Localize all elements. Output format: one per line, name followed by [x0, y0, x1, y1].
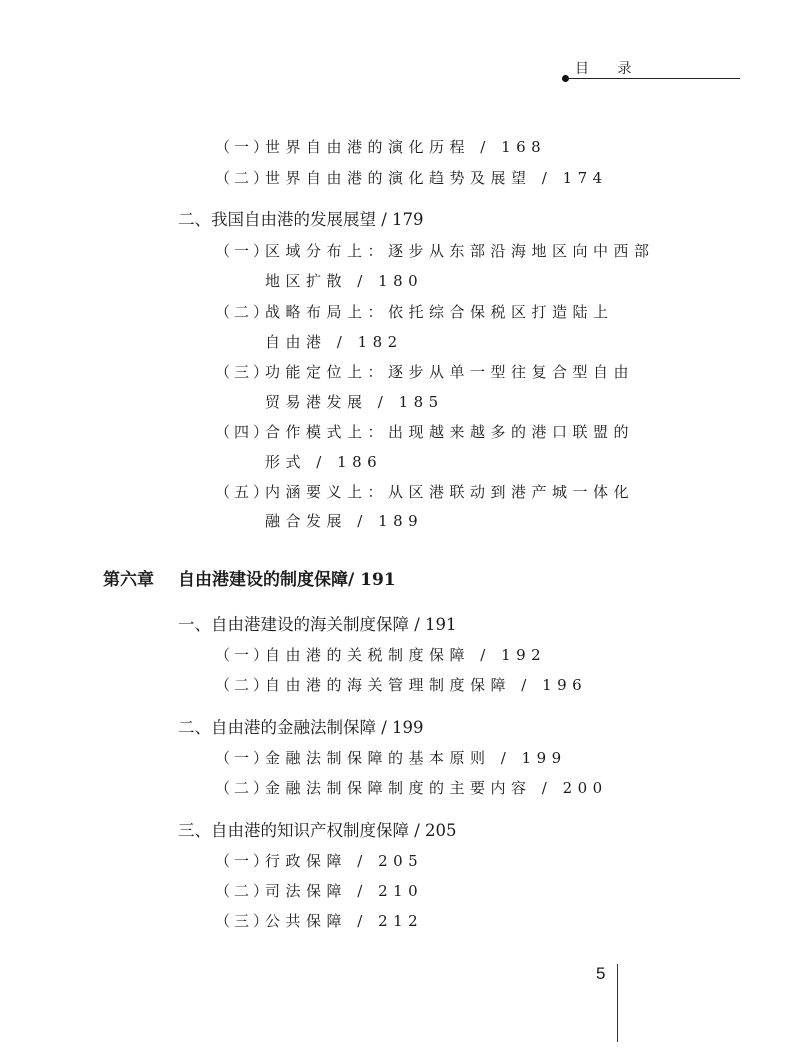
entry-title: 金融法制保障的基本原则 / 199 — [265, 749, 567, 767]
entry-number: （一） — [215, 242, 273, 260]
toc-entry-sec: 三、自由港的知识产权制度保障 / 205 — [178, 821, 457, 840]
toc-entry-cont: 融合发展 / 189 — [265, 512, 424, 530]
running-header-title: 目 录 — [575, 61, 644, 77]
toc-entry-cont: 贸易港发展 / 185 — [265, 393, 444, 411]
page-number: 5 — [596, 964, 606, 983]
entry-title: 自由港的海关管理制度保障 / 196 — [265, 676, 588, 694]
toc-entry-cont: 自由港 / 182 — [265, 333, 403, 351]
entry-number: （一） — [215, 749, 273, 767]
header-rule — [566, 78, 740, 79]
page-number-rule — [617, 964, 618, 1042]
chapter-label: 第六章 — [103, 570, 154, 590]
toc-entry-sec: 一、自由港建设的海关制度保障 / 191 — [178, 615, 457, 634]
entry-title: 世界自由港的演化历程 / 168 — [265, 138, 547, 156]
entry-title: 合作模式上：出现越来越多的港口联盟的 — [265, 423, 635, 441]
toc-entry-cont: 地区扩散 / 180 — [265, 272, 424, 290]
entry-number: （五） — [215, 483, 273, 501]
entry-title: 行政保障 / 205 — [265, 852, 424, 870]
toc-entry-sec: 二、我国自由港的发展展望 / 179 — [178, 210, 424, 229]
entry-number: （二） — [215, 779, 273, 797]
entry-title: 功能定位上：逐步从单一型往复合型自由 — [265, 363, 635, 381]
toc-entry-sec: 二、自由港的金融法制保障 / 199 — [178, 718, 424, 737]
entry-title: 司法保障 / 210 — [265, 882, 424, 900]
toc-entry-cont: 形式 / 186 — [265, 453, 383, 471]
entry-number: （三） — [215, 912, 273, 930]
entry-number: （二） — [215, 303, 273, 321]
entry-number: （四） — [215, 423, 273, 441]
chapter-title: 自由港建设的制度保障/ 191 — [178, 570, 396, 590]
entry-title: 世界自由港的演化趋势及展望 / 174 — [265, 169, 608, 187]
entry-title: 区域分布上：逐步从东部沿海地区向中西部 — [265, 242, 655, 260]
entry-number: （二） — [215, 169, 273, 187]
entry-number: （二） — [215, 676, 273, 694]
entry-number: （一） — [215, 852, 273, 870]
entry-title: 自由港的关税制度保障 / 192 — [265, 646, 547, 664]
entry-title: 金融法制保障制度的主要内容 / 200 — [265, 779, 608, 797]
entry-number: （一） — [215, 646, 273, 664]
entry-title: 内涵要义上：从区港联动到港产城一体化 — [265, 483, 635, 501]
entry-number: （二） — [215, 882, 273, 900]
entry-number: （三） — [215, 363, 273, 381]
entry-title: 战略布局上：依托综合保税区打造陆上 — [265, 303, 614, 321]
entry-number: （一） — [215, 138, 273, 156]
entry-title: 公共保障 / 212 — [265, 912, 424, 930]
